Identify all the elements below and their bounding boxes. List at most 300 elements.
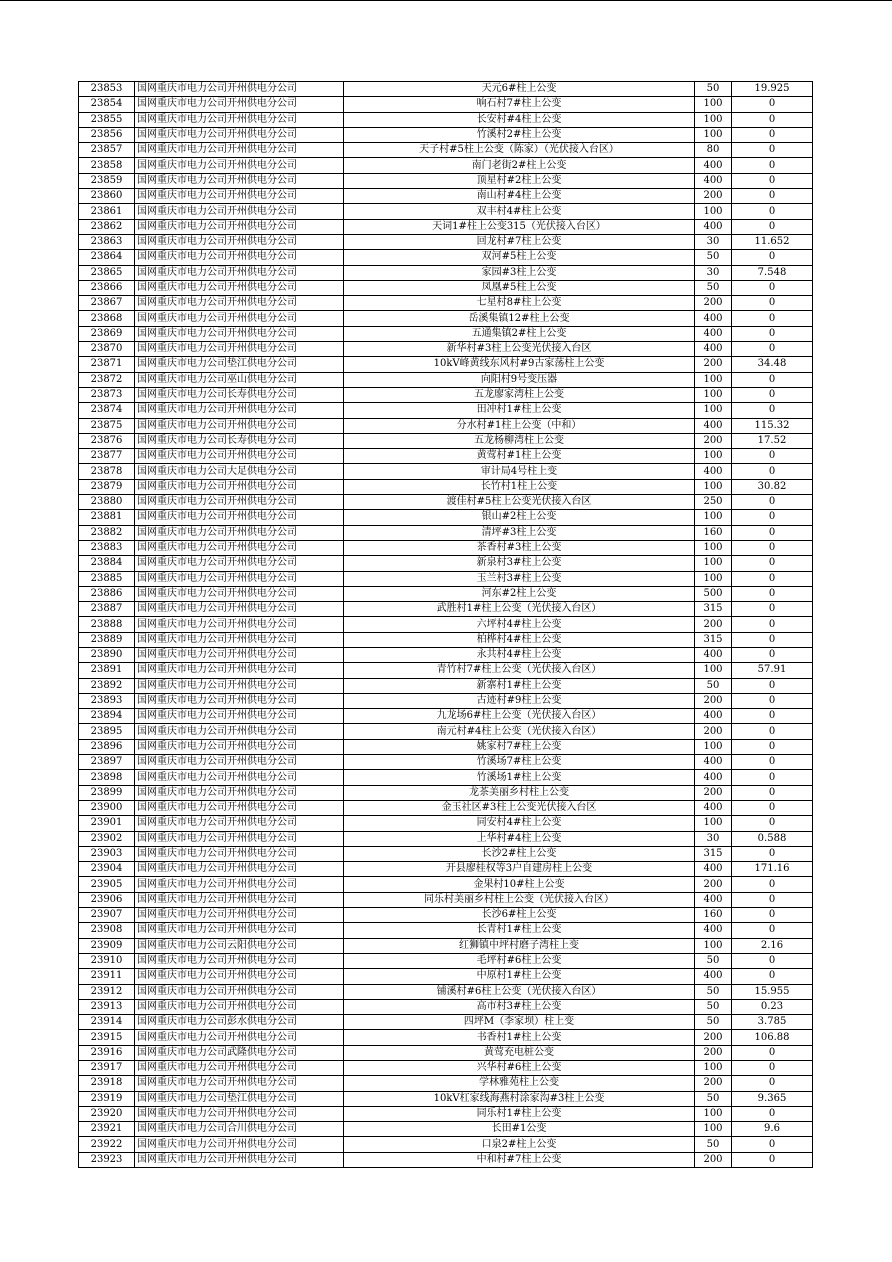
table-row [79,816,813,831]
cell-transformer-name: 毛坪村#6柱上公变 [344,953,695,968]
cell-id: 23882 [79,525,135,540]
cell-id: 23853 [79,82,135,97]
cell-capacity: 50 [695,1137,732,1152]
cell-transformer-name: 五龙杨柳湾柱上公变 [344,433,695,448]
cell-id: 23866 [79,280,135,295]
cell-capacity: 100 [695,663,732,678]
cell-transformer-name: 凤凰#5柱上公变 [344,280,695,295]
cell-capacity: 100 [695,556,732,571]
cell-value: 0 [732,556,813,571]
table-row [79,800,813,815]
cell-value: 0 [732,112,813,127]
cell-id: 23920 [79,1106,135,1121]
cell-transformer-name: 渡佳村#5柱上公变光伏接入台区 [344,495,695,510]
cell-capacity: 200 [695,296,732,311]
table-row [79,739,813,754]
cell-capacity: 100 [695,112,732,127]
cell-transformer-name: 七星村8#柱上公变 [344,296,695,311]
cell-transformer-name: 向阳村9号变压器 [344,372,695,387]
cell-capacity: 160 [695,525,732,540]
cell-value: 0 [732,800,813,815]
cell-capacity: 400 [695,969,732,984]
cell-capacity: 100 [695,127,732,142]
cell-capacity: 200 [695,693,732,708]
cell-id: 23914 [79,1015,135,1030]
table-row [79,189,813,204]
cell-transformer-name: 永共村4#柱上公变 [344,647,695,662]
cell-company: 国网重庆市电力公司开州供电分公司 [135,953,344,968]
cell-capacity: 400 [695,173,732,188]
cell-company: 国网重庆市电力公司开州供电分公司 [135,204,344,219]
cell-transformer-name: 龙茶美丽乡村柱上公变 [344,785,695,800]
page-top-border [0,0,892,1]
cell-value: 0 [732,877,813,892]
cell-transformer-name: 竹溪场7#柱上公变 [344,755,695,770]
cell-company: 国网重庆市电力公司开州供电分公司 [135,296,344,311]
table-row [79,938,813,953]
table-row [79,1015,813,1030]
table-row [79,663,813,678]
cell-capacity: 400 [695,158,732,173]
cell-value: 0.23 [732,999,813,1014]
table-row [79,234,813,249]
table-row [79,219,813,234]
cell-company: 国网重庆市电力公司开州供电分公司 [135,311,344,326]
cell-company: 国网重庆市电力公司开州供电分公司 [135,234,344,249]
cell-value: 0 [732,678,813,693]
table-row [79,479,813,494]
cell-company: 国网重庆市电力公司开州供电分公司 [135,724,344,739]
cell-capacity: 100 [695,510,732,525]
cell-id: 23854 [79,97,135,112]
cell-transformer-name: 10kV杠家线海燕村涂家沟#3柱上公变 [344,1091,695,1106]
cell-capacity: 100 [695,1106,732,1121]
cell-value: 9.365 [732,1091,813,1106]
table-row [79,602,813,617]
cell-transformer-name: 黄莺村#1柱上公变 [344,449,695,464]
cell-company: 国网重庆市电力公司开州供电分公司 [135,647,344,662]
table-row [79,525,813,540]
cell-transformer-name: 天元6#柱上公变 [344,82,695,97]
cell-capacity: 100 [695,938,732,953]
cell-id: 23922 [79,1137,135,1152]
table-row [79,311,813,326]
cell-transformer-name: 新华村#3柱上公变光伏接入台区 [344,342,695,357]
cell-capacity: 500 [695,586,732,601]
cell-capacity: 50 [695,999,732,1014]
table-row [79,892,813,907]
cell-capacity: 80 [695,143,732,158]
cell-company: 国网重庆市电力公司开州供电分公司 [135,403,344,418]
cell-id: 23864 [79,250,135,265]
cell-company: 国网重庆市电力公司开州供电分公司 [135,479,344,494]
cell-transformer-name: 田冲村1#柱上公变 [344,403,695,418]
table-row [79,632,813,647]
cell-company: 国网重庆市电力公司开州供电分公司 [135,999,344,1014]
cell-company: 国网重庆市电力公司开州供电分公司 [135,143,344,158]
table-row [79,908,813,923]
cell-capacity: 100 [695,1122,732,1137]
cell-company: 国网重庆市电力公司开州供电分公司 [135,571,344,586]
cell-capacity: 400 [695,326,732,341]
cell-capacity: 400 [695,311,732,326]
table-row [79,112,813,127]
cell-capacity: 100 [695,739,732,754]
cell-company: 国网重庆市电力公司武隆供电分公司 [135,1045,344,1060]
cell-capacity: 100 [695,540,732,555]
cell-company: 国网重庆市电力公司开州供电分公司 [135,923,344,938]
cell-value: 0 [732,602,813,617]
cell-transformer-name: 银山#2柱上公变 [344,510,695,525]
cell-value: 0 [732,846,813,861]
cell-value: 3.785 [732,1015,813,1030]
cell-capacity: 30 [695,265,732,280]
cell-value: 11.652 [732,234,813,249]
table-row [79,678,813,693]
table-row [79,1106,813,1121]
cell-id: 23880 [79,495,135,510]
table-row [79,923,813,938]
cell-value: 0 [732,158,813,173]
table-row [79,342,813,357]
cell-value: 0 [732,724,813,739]
cell-value: 0 [732,816,813,831]
cell-id: 23905 [79,877,135,892]
table-row [79,403,813,418]
cell-transformer-name: 顶星村#2柱上公变 [344,173,695,188]
cell-company: 国网重庆市电力公司开州供电分公司 [135,1076,344,1091]
cell-capacity: 50 [695,82,732,97]
table-row [79,693,813,708]
cell-company: 国网重庆市电力公司开州供电分公司 [135,112,344,127]
cell-company: 国网重庆市电力公司开州供电分公司 [135,785,344,800]
cell-capacity: 100 [695,387,732,402]
cell-value: 7.548 [732,265,813,280]
cell-capacity: 50 [695,1015,732,1030]
cell-id: 23860 [79,189,135,204]
cell-id: 23879 [79,479,135,494]
cell-value: 15.955 [732,984,813,999]
cell-capacity: 200 [695,357,732,372]
cell-transformer-name: 10kV峰黄线东风村#9古家荡柱上公变 [344,357,695,372]
cell-value: 0 [732,280,813,295]
cell-transformer-name: 同乐村美丽乡村柱上公变（光伏接入台区） [344,892,695,907]
cell-transformer-name: 中原村1#柱上公变 [344,969,695,984]
cell-value: 0.588 [732,831,813,846]
cell-transformer-name: 响石村7#柱上公变 [344,97,695,112]
cell-company: 国网重庆市电力公司开州供电分公司 [135,449,344,464]
cell-company: 国网重庆市电力公司开州供电分公司 [135,770,344,785]
cell-company: 国网重庆市电力公司开州供电分公司 [135,189,344,204]
cell-id: 23921 [79,1122,135,1137]
cell-id: 23913 [79,999,135,1014]
cell-transformer-name: 古迹村#9柱上公变 [344,693,695,708]
cell-capacity: 200 [695,785,732,800]
cell-capacity: 400 [695,892,732,907]
cell-company: 国网重庆市电力公司开州供电分公司 [135,158,344,173]
cell-company: 国网重庆市电力公司开州供电分公司 [135,969,344,984]
cell-id: 23868 [79,311,135,326]
table-row [79,449,813,464]
cell-transformer-name: 竹溪村2#柱上公变 [344,127,695,142]
cell-transformer-name: 南元村#4柱上公变（光伏接入台区） [344,724,695,739]
cell-company: 国网重庆市电力公司长寿供电分公司 [135,433,344,448]
cell-capacity: 100 [695,372,732,387]
cell-transformer-name: 金果村10#柱上公变 [344,877,695,892]
cell-capacity: 30 [695,234,732,249]
cell-value: 0 [732,525,813,540]
cell-transformer-name: 新泉村3#柱上公变 [344,556,695,571]
table-row [79,158,813,173]
cell-value: 2.16 [732,938,813,953]
cell-value: 0 [732,189,813,204]
table-row [79,831,813,846]
cell-id: 23886 [79,586,135,601]
cell-company: 国网重庆市电力公司开州供电分公司 [135,173,344,188]
cell-capacity: 200 [695,617,732,632]
cell-transformer-name: 中和村#7柱上公变 [344,1152,695,1167]
table-row [79,495,813,510]
cell-transformer-name: 五龙廖家湾柱上公变 [344,387,695,402]
cell-value: 0 [732,311,813,326]
cell-company: 国网重庆市电力公司开州供电分公司 [135,556,344,571]
cell-capacity: 200 [695,1030,732,1045]
table-row [79,372,813,387]
cell-value: 0 [732,1106,813,1121]
cell-capacity: 200 [695,433,732,448]
cell-id: 23891 [79,663,135,678]
table-row [79,418,813,433]
cell-capacity: 200 [695,189,732,204]
cell-id: 23872 [79,372,135,387]
cell-transformer-name: 六坪村4#柱上公变 [344,617,695,632]
cell-transformer-name: 柏桦村4#柱上公变 [344,632,695,647]
table-row [79,265,813,280]
cell-transformer-name: 兴华村#6柱上公变 [344,1061,695,1076]
cell-company: 国网重庆市电力公司大足供电分公司 [135,464,344,479]
cell-company: 国网重庆市电力公司开州供电分公司 [135,495,344,510]
cell-transformer-name: 审计局4号柱上变 [344,464,695,479]
cell-value: 0 [732,1137,813,1152]
cell-id: 23863 [79,234,135,249]
cell-id: 23858 [79,158,135,173]
cell-capacity: 315 [695,846,732,861]
table-row [79,127,813,142]
cell-transformer-name: 黄莺充电桩公变 [344,1045,695,1060]
cell-transformer-name: 新寨村1#柱上公变 [344,678,695,693]
table-row [79,556,813,571]
cell-company: 国网重庆市电力公司开州供电分公司 [135,693,344,708]
cell-transformer-name: 岳溪集镇12#柱上公变 [344,311,695,326]
cell-id: 23901 [79,816,135,831]
cell-capacity: 400 [695,342,732,357]
cell-capacity: 400 [695,418,732,433]
cell-id: 23898 [79,770,135,785]
cell-id: 23893 [79,693,135,708]
cell-capacity: 400 [695,219,732,234]
cell-transformer-name: 五通集镇2#柱上公变 [344,326,695,341]
table-row [79,97,813,112]
cell-value: 57.91 [732,663,813,678]
cell-capacity: 100 [695,1061,732,1076]
cell-capacity: 100 [695,816,732,831]
cell-transformer-name: 双河#5柱上公变 [344,250,695,265]
cell-id: 23877 [79,449,135,464]
cell-company: 国网重庆市电力公司垫江供电分公司 [135,1091,344,1106]
cell-company: 国网重庆市电力公司开州供电分公司 [135,663,344,678]
cell-company: 国网重庆市电力公司开州供电分公司 [135,678,344,693]
cell-capacity: 160 [695,908,732,923]
cell-transformer-name: 口泉2#柱上公变 [344,1137,695,1152]
cell-id: 23919 [79,1091,135,1106]
cell-capacity: 400 [695,647,732,662]
cell-capacity: 315 [695,602,732,617]
cell-value: 0 [732,510,813,525]
cell-company: 国网重庆市电力公司开州供电分公司 [135,877,344,892]
table-row [79,143,813,158]
cell-capacity: 100 [695,571,732,586]
cell-company: 国网重庆市电力公司开州供电分公司 [135,862,344,877]
cell-id: 23857 [79,143,135,158]
cell-value: 0 [732,449,813,464]
cell-capacity: 200 [695,724,732,739]
cell-value: 0 [732,219,813,234]
cell-capacity: 400 [695,755,732,770]
cell-value: 0 [732,617,813,632]
cell-transformer-name: 高市村3#柱上公变 [344,999,695,1014]
cell-value: 0 [732,586,813,601]
cell-value: 0 [732,953,813,968]
cell-value: 171.16 [732,862,813,877]
cell-transformer-name: 长田#1公变 [344,1122,695,1137]
cell-value: 0 [732,785,813,800]
cell-value: 0 [732,127,813,142]
cell-company: 国网重庆市电力公司开州供电分公司 [135,586,344,601]
cell-transformer-name: 玉兰村3#柱上公变 [344,571,695,586]
table-row [79,510,813,525]
cell-company: 国网重庆市电力公司开州供电分公司 [135,342,344,357]
cell-id: 23876 [79,433,135,448]
cell-value: 0 [732,908,813,923]
cell-id: 23910 [79,953,135,968]
table-row [79,173,813,188]
table-body [79,82,813,1168]
table-row [79,1045,813,1060]
cell-id: 23865 [79,265,135,280]
cell-id: 23890 [79,647,135,662]
cell-value: 0 [732,770,813,785]
table-row [79,1076,813,1091]
cell-transformer-name: 长沙6#柱上公变 [344,908,695,923]
cell-company: 国网重庆市电力公司垫江供电分公司 [135,357,344,372]
cell-capacity: 200 [695,1152,732,1167]
cell-value: 0 [732,632,813,647]
cell-transformer-name: 开县廖桂权等3户自建房柱上公变 [344,862,695,877]
cell-id: 23889 [79,632,135,647]
cell-value: 19.925 [732,82,813,97]
cell-id: 23862 [79,219,135,234]
table-row [79,755,813,770]
cell-id: 23911 [79,969,135,984]
cell-id: 23916 [79,1045,135,1060]
table-row [79,250,813,265]
table-row [79,433,813,448]
cell-capacity: 200 [695,1076,732,1091]
cell-id: 23861 [79,204,135,219]
cell-transformer-name: 学林雅苑柱上公变 [344,1076,695,1091]
table-row [79,785,813,800]
cell-capacity: 400 [695,862,732,877]
cell-id: 23867 [79,296,135,311]
cell-transformer-name: 茶香村#3柱上公变 [344,540,695,555]
cell-id: 23855 [79,112,135,127]
cell-company: 国网重庆市电力公司开州供电分公司 [135,265,344,280]
table-row [79,326,813,341]
cell-id: 23900 [79,800,135,815]
cell-capacity: 50 [695,280,732,295]
cell-value: 0 [732,1152,813,1167]
table-row [79,280,813,295]
cell-company: 国网重庆市电力公司开州供电分公司 [135,984,344,999]
table-row [79,357,813,372]
cell-capacity: 50 [695,250,732,265]
cell-id: 23908 [79,923,135,938]
cell-value: 0 [732,403,813,418]
cell-company: 国网重庆市电力公司开州供电分公司 [135,739,344,754]
cell-transformer-name: 河东#2柱上公变 [344,586,695,601]
cell-value: 0 [732,647,813,662]
cell-company: 国网重庆市电力公司开州供电分公司 [135,831,344,846]
cell-value: 34.48 [732,357,813,372]
cell-company: 国网重庆市电力公司开州供电分公司 [135,127,344,142]
cell-company: 国网重庆市电力公司彭水供电分公司 [135,1015,344,1030]
cell-transformer-name: 清坪#3柱上公变 [344,525,695,540]
table-row [79,969,813,984]
table-row [79,464,813,479]
cell-capacity: 400 [695,464,732,479]
table-row [79,877,813,892]
transformer-table [78,81,813,1168]
cell-capacity: 50 [695,984,732,999]
cell-value: 0 [732,1061,813,1076]
cell-value: 0 [732,540,813,555]
cell-id: 23902 [79,831,135,846]
cell-value: 17.52 [732,433,813,448]
table-row [79,724,813,739]
cell-value: 0 [732,969,813,984]
cell-id: 23881 [79,510,135,525]
cell-capacity: 30 [695,831,732,846]
table-row [79,1137,813,1152]
cell-company: 国网重庆市电力公司开州供电分公司 [135,846,344,861]
cell-value: 0 [732,326,813,341]
cell-id: 23888 [79,617,135,632]
cell-transformer-name: 分水村#1柱上公变（中和） [344,418,695,433]
cell-transformer-name: 长青村1#柱上公变 [344,923,695,938]
cell-value: 0 [732,204,813,219]
cell-capacity: 100 [695,449,732,464]
cell-company: 国网重庆市电力公司开州供电分公司 [135,1106,344,1121]
cell-value: 0 [732,143,813,158]
table-row [79,387,813,402]
cell-transformer-name: 书香村1#柱上公变 [344,1030,695,1045]
cell-company: 国网重庆市电力公司开州供电分公司 [135,632,344,647]
cell-company: 国网重庆市电力公司开州供电分公司 [135,1030,344,1045]
cell-company: 国网重庆市电力公司开州供电分公司 [135,510,344,525]
cell-company: 国网重庆市电力公司开州供电分公司 [135,800,344,815]
cell-capacity: 315 [695,632,732,647]
cell-company: 国网重庆市电力公司开州供电分公司 [135,816,344,831]
